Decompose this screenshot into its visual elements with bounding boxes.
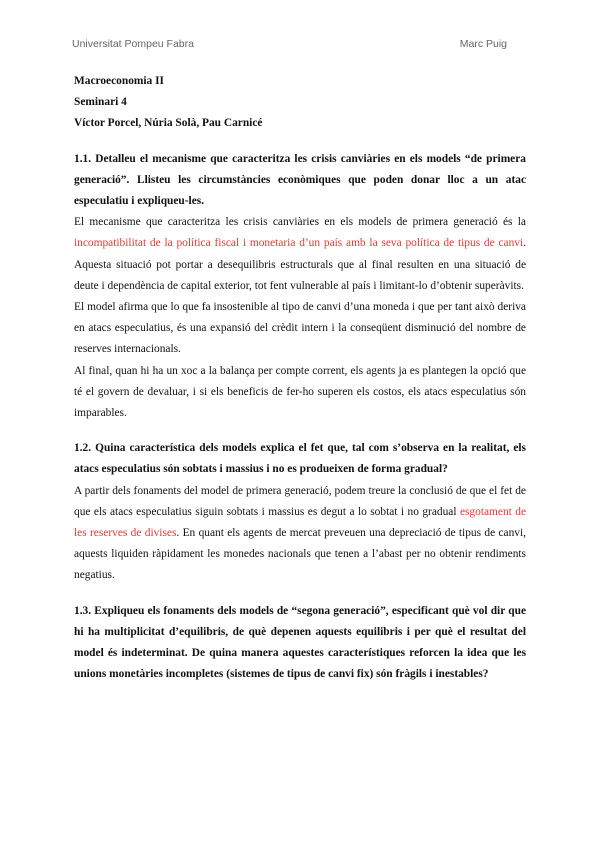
document-body <box>74 71 526 685</box>
answer-1-paragraph-1 <box>74 212 526 297</box>
page-header <box>72 38 507 50</box>
question-3-section <box>74 601 526 686</box>
header-author: Marc Puig <box>459 38 507 50</box>
header-university: Universitat Pompeu Fabra <box>72 38 194 50</box>
seminar-title: Seminari 4 <box>74 96 127 109</box>
document-meta <box>74 71 526 135</box>
question-1-heading: 1.1. Detalleu el mecanisme que caracteritza les crisis canviàries en els models “de primera generació”. Llisteu les circumstàncies econòmiques que poden donar lloc a un atac especulatiu i expliqueu-les. <box>74 152 526 208</box>
answer-1-paragraph-2: El model afirma que lo que fa insostenible al tipo de canvi d’una moneda i que per tant això deriva en atacs especulatius, és una expansió del crèdit intern i la conseqüent disminució del nombre de reserves internacionals. <box>74 301 526 356</box>
answer-1-text-before: El mecanisme que caracteritza les crisis canviàries en els models de primera generació és la <box>74 216 526 229</box>
question-2-section <box>74 438 526 586</box>
course-title: Macroeconomia II <box>74 75 164 87</box>
answer-2-text-after: . En quant els agents de mercat preveuen una depreciació de tipus de canvi, aquests liquiden ràpidament les monedes nacionals que tenen a l’abast per no obtenir rendiments negatius. <box>74 527 526 582</box>
question-3-heading: 1.3. Expliqueu els fonaments dels models de “segona generació”, especificant què vol dir que hi ha multiplicitat d’equilibris, de què depenen aquests equilibris i per què el resultat del model és indeterminat. De quina manera aquestes característiques reforcen la idea que les unions monetàries incompletes (sistemes de tipus de canvi fix) són fràgils i inestables? <box>74 604 526 681</box>
answer-2-highlight: esgotament de les reserves de divises <box>74 505 527 540</box>
answer-1-paragraph-3: Al final, quan hi ha un xoc a la balança per compte corrent, els agents ja es plantegen la opció que té el govern de devaluar, i si els beneficis de fer-ho superen els costos, els atacs especulatius són imparables. <box>74 364 526 420</box>
answer-1-text-after: . Aquesta situació pot portar a desequilibris estructurals que al final resulten en una situació de deute i dependència de capital exterior, tot fent vulnerable al país i limitant-lo d’obtenir superàvits. <box>74 237 526 292</box>
answer-2-paragraph-1 <box>74 481 526 587</box>
answer-1-highlight: incompatibilitat de la política fiscal i monetaria d’un país amb la seva política de tipus de canvi <box>74 237 524 250</box>
question-2-heading: 1.2. Quina característica dels models explica el fet que, tal com s’observa en la realitat, els atacs especulatius són sobtats i massius i no es produeixen de forma gradual? <box>74 442 526 476</box>
question-1-section <box>74 149 526 425</box>
authors-line: Víctor Porcel, Núria Solà, Pau Carnicé <box>74 117 263 130</box>
answer-2-text-before: A partir dels fonaments del model de primera generació, podem treure la conclusió de que el fet de que els atacs especulatius siguin sobtats i massius es degut a lo sobtat i no gradual <box>74 484 526 518</box>
